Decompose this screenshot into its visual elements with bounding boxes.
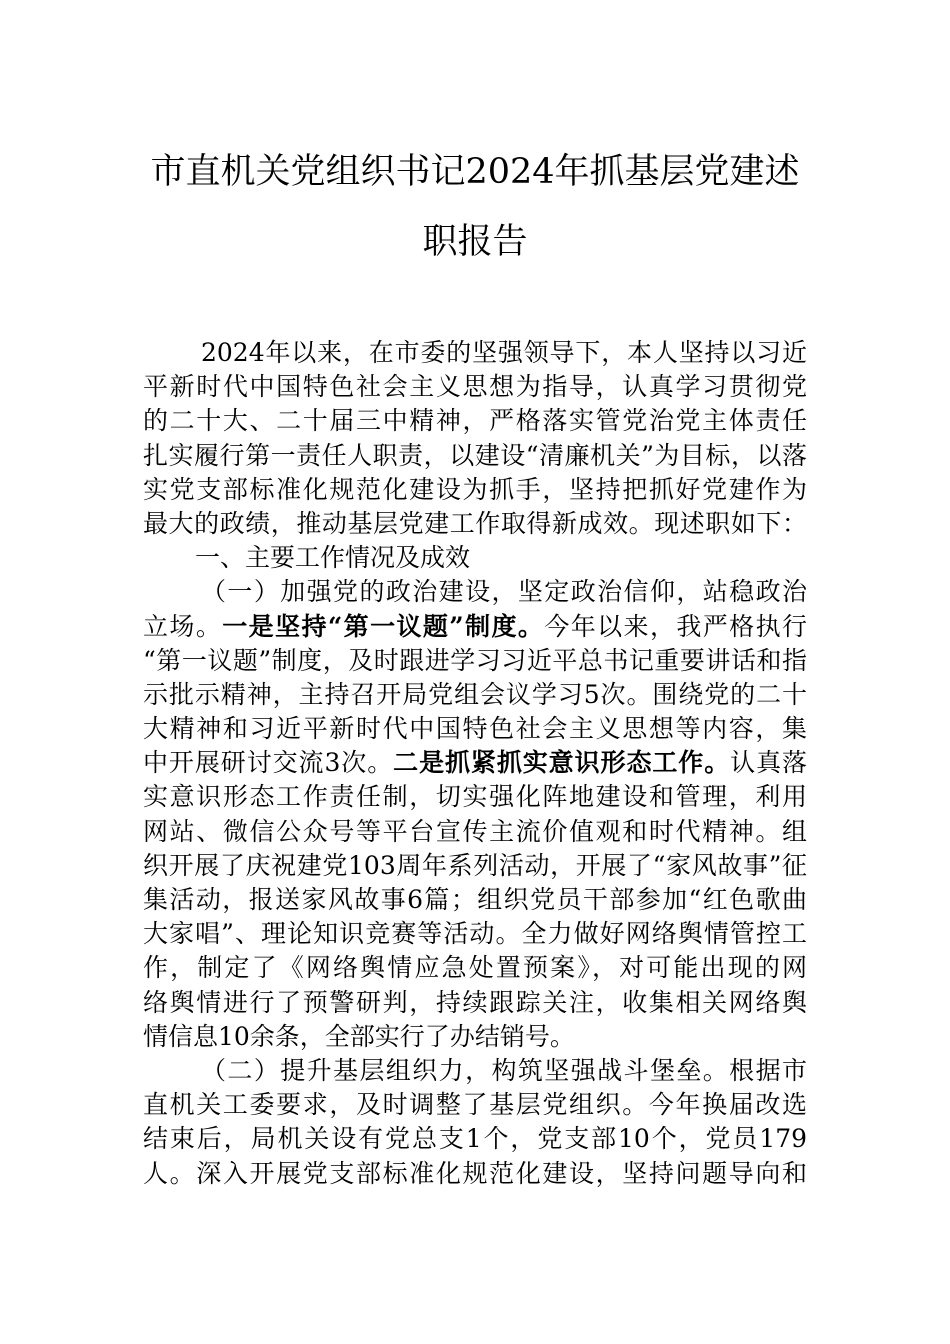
body-line [143, 1088, 807, 1122]
body-line [143, 644, 807, 678]
body-text: 实意识形态工作责任制，切实强化阵地建设和管理，利用 [143, 782, 807, 812]
body-text: 集活动，报送家风故事6篇；组织党员干部参加“红色歌曲 [143, 885, 807, 914]
body-line [143, 1054, 807, 1088]
body-line [143, 439, 807, 473]
body-text: 的二十大、二十届三中精神，严格落实管党治党主体责任 [143, 406, 807, 436]
bold-heading-text: 二是抓紧抓实意识形态工作。 [393, 748, 731, 778]
body-line [143, 575, 807, 609]
body-text: （一）加强党的政治建设，坚定政治信仰，站稳政治 [201, 577, 807, 607]
body-text: 织开展了庆祝建党103周年系列活动，开展了“家风故事”征 [143, 850, 807, 880]
body-text: 实党支部标准化规范化建设为抓手，坚持把抓好党建作为 [143, 474, 807, 504]
body-text: 直机关工委要求，及时调整了基层党组织。今年换届改选 [143, 1090, 807, 1120]
body-text: 人。深入开展党支部标准化规范化建设，坚持问题导向和 [143, 1158, 807, 1188]
document-title-line-2: 职报告 [422, 222, 528, 262]
body-text: 网站、微信公众号等平台宣传主流价值观和时代精神。组 [143, 816, 807, 846]
body-line [143, 1020, 807, 1054]
document-title-line-1: 市直机关党组织书记2024年抓基层党建述 [150, 152, 800, 192]
body-line [143, 883, 807, 917]
body-text: 作，制定了《网络舆情应急处置预案》，对可能出现的网 [143, 953, 807, 983]
body-text: 平新时代中国特色社会主义思想为指导，认真学习贯彻党 [143, 372, 807, 402]
body-line [143, 336, 807, 370]
body-line [143, 507, 807, 541]
body-line [143, 541, 807, 575]
body-line [143, 712, 807, 746]
body-text: 络舆情进行了预警研判，持续跟踪关注，收集相关网络舆 [143, 987, 807, 1017]
body-line [143, 746, 807, 780]
body-text: 今年以来，我严格执行 [544, 611, 807, 641]
body-text: 立场。 [143, 611, 223, 641]
body-text: （二）提升基层组织力，构筑坚强战斗堡垒。根据市 [201, 1055, 807, 1085]
body-line [143, 678, 807, 712]
document-body [143, 336, 807, 1191]
body-text: 一、主要工作情况及成效 [195, 543, 471, 573]
body-line [143, 370, 807, 404]
body-text: 情信息10余条，全部实行了办结销号。 [143, 1021, 575, 1051]
body-text: 最大的政绩，推动基层党建工作取得新成效。现述职如下： [143, 508, 807, 538]
body-text: 扎实履行第一责任人职责，以建设“清廉机关”为目标，以落 [143, 440, 807, 470]
body-line [143, 1122, 807, 1156]
body-line [143, 815, 807, 849]
bold-heading-text: 一是坚持“第一议题”制度。 [222, 611, 545, 641]
body-line [143, 610, 807, 644]
body-line [143, 404, 807, 438]
body-text: 大家唱”、理论知识竞赛等活动。全力做好网络舆情管控工 [143, 919, 807, 949]
body-line [143, 917, 807, 951]
body-text: 认真落 [730, 748, 807, 778]
body-text: “第一议题”制度，及时跟进学习习近平总书记重要讲话和指 [143, 645, 807, 675]
body-line [143, 849, 807, 883]
body-text: 示批示精神，主持召开局党组会议学习5次。围绕党的二十 [143, 679, 807, 709]
body-text: 2024年以来，在市委的坚强领导下，本人坚持以习近 [201, 338, 807, 367]
body-text: 结束后，局机关设有党总支1个，党支部10个，党员179 [143, 1124, 807, 1154]
body-line [143, 780, 807, 814]
body-line [143, 951, 807, 985]
body-text: 大精神和习近平新时代中国特色社会主义思想等内容，集 [143, 714, 807, 744]
body-line [143, 473, 807, 507]
body-text: 中开展研讨交流3次。 [143, 748, 394, 778]
body-line [143, 986, 807, 1020]
body-line [143, 1157, 807, 1191]
